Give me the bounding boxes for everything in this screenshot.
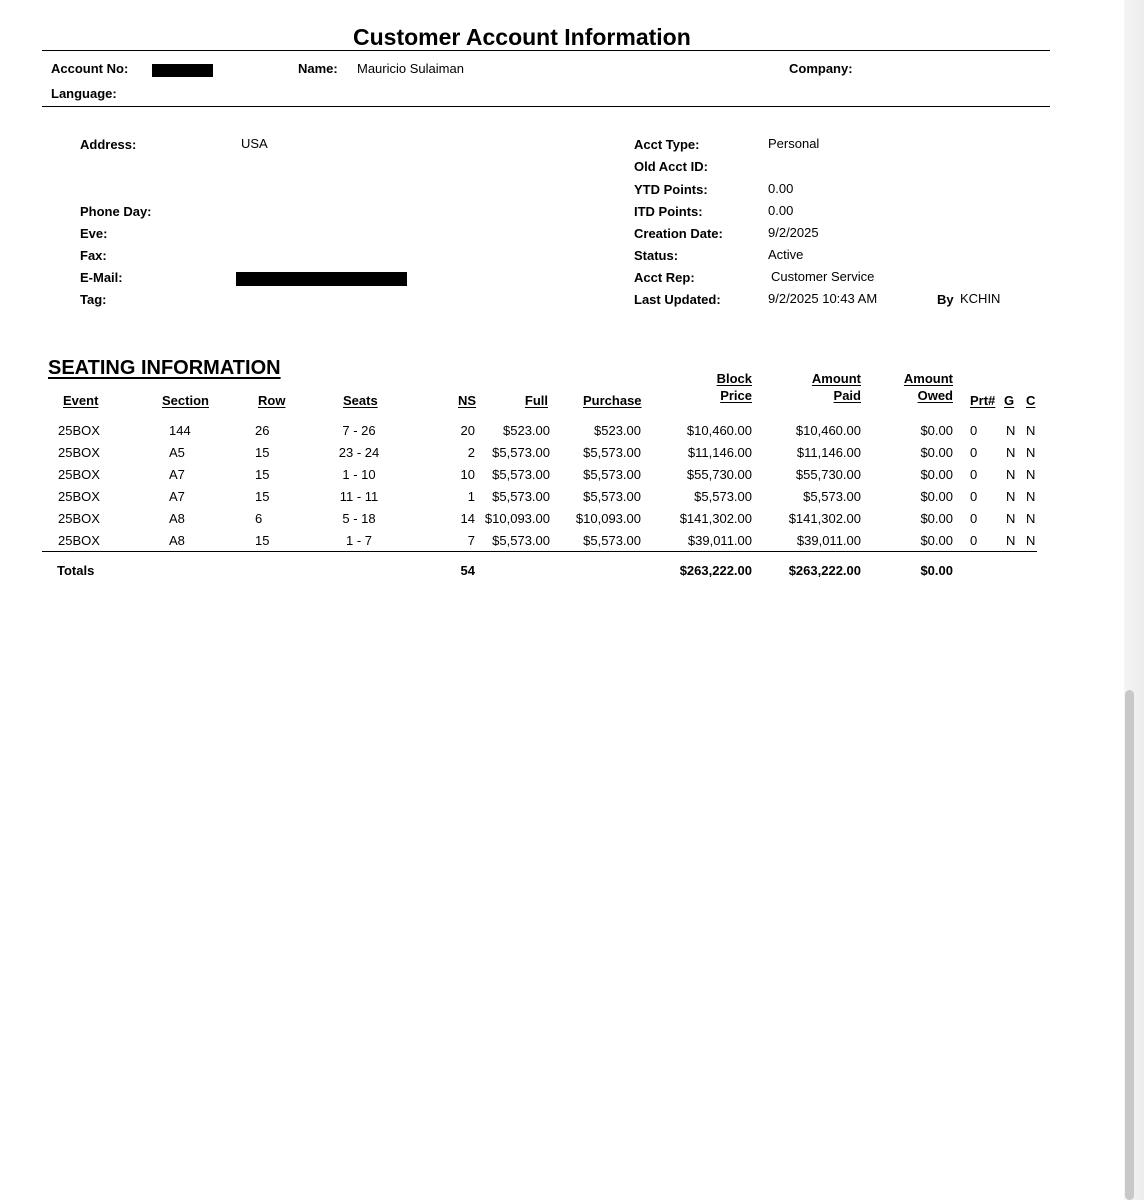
cell-amount-owed: $0.00 <box>920 423 953 438</box>
cell-c: N <box>1026 467 1036 482</box>
cell-section: A8 <box>169 533 185 548</box>
cell-full: $5,573.00 <box>492 489 550 504</box>
totals-amount-owed: $0.00 <box>920 563 953 578</box>
cell-row: 15 <box>255 445 270 460</box>
cell-g: N <box>1006 511 1016 526</box>
header-divider <box>42 106 1050 107</box>
page-title: Customer Account Information <box>353 24 691 50</box>
cell-seats: 7 - 26 <box>342 423 376 438</box>
cell-g: N <box>1006 489 1016 504</box>
cell-prt: 0 <box>970 489 978 504</box>
cell-prt: 0 <box>970 445 978 460</box>
cell-row: 6 <box>255 511 263 526</box>
cell-block-price: $141,302.00 <box>679 511 752 526</box>
cell-c: N <box>1026 533 1036 548</box>
header-amount-owed-line1: Amount <box>903 371 953 386</box>
company-label: Company: <box>789 61 853 76</box>
cell-block-price: $55,730.00 <box>686 467 752 482</box>
cell-ns: 20 <box>460 423 475 438</box>
acct-rep-value: Customer Service <box>771 269 875 284</box>
cell-row: 15 <box>255 467 270 482</box>
account-no-redacted <box>152 64 213 77</box>
old-acct-id-label: Old Acct ID: <box>634 159 708 174</box>
cell-section: A8 <box>169 511 185 526</box>
email-label: E-Mail: <box>80 270 123 285</box>
header-row: Row <box>258 393 286 408</box>
cell-ns: 1 <box>467 489 475 504</box>
cell-c: N <box>1026 489 1036 504</box>
cell-c: N <box>1026 445 1036 460</box>
cell-purchase: $5,573.00 <box>583 533 641 548</box>
cell-amount-paid: $39,011.00 <box>796 533 861 548</box>
email-redacted <box>236 272 407 286</box>
cell-row: 15 <box>255 489 270 504</box>
header-ns: NS <box>458 393 477 408</box>
cell-event: 25BOX <box>58 511 100 526</box>
last-updated-label: Last Updated: <box>634 292 721 307</box>
cell-g: N <box>1006 445 1016 460</box>
cell-event: 25BOX <box>58 489 100 504</box>
cell-purchase: $10,093.00 <box>575 511 641 526</box>
cell-g: N <box>1006 423 1016 438</box>
cell-seats: 23 - 24 <box>338 445 380 460</box>
cell-block-price: $11,146.00 <box>687 445 752 460</box>
cell-prt: 0 <box>970 511 978 526</box>
status-value: Active <box>768 247 804 262</box>
cell-prt: 0 <box>970 423 978 438</box>
cell-purchase: $5,573.00 <box>583 467 641 482</box>
status-label: Status: <box>634 248 679 263</box>
cell-purchase: $523.00 <box>594 423 641 438</box>
eve-label: Eve: <box>80 226 108 241</box>
cell-amount-owed: $0.00 <box>920 511 953 526</box>
header-purchase: Purchase <box>583 393 642 408</box>
cell-section: 144 <box>169 423 191 438</box>
cell-block-price: $39,011.00 <box>687 533 752 548</box>
header-full: Full <box>524 393 548 408</box>
address-label: Address: <box>80 137 137 152</box>
cell-amount-paid: $55,730.00 <box>795 467 861 482</box>
cell-block-price: $5,573.00 <box>694 489 752 504</box>
creation-date-label: Creation Date: <box>634 226 723 241</box>
name-value: Mauricio Sulaiman <box>357 61 464 76</box>
cell-amount-paid: $5,573.00 <box>803 489 861 504</box>
cell-event: 25BOX <box>58 423 100 438</box>
account-no-label: Account No: <box>51 61 129 76</box>
totals-amount-paid: $263,222.00 <box>788 563 861 578</box>
acct-type-label: Acct Type: <box>634 137 700 152</box>
cell-seats: 11 - 11 <box>339 489 379 504</box>
cell-g: N <box>1006 467 1016 482</box>
tag-label: Tag: <box>80 292 107 307</box>
cell-amount-paid: $10,460.00 <box>795 423 861 438</box>
last-updated-value: 9/2/2025 10:43 AM <box>768 291 878 306</box>
ytd-points-label: YTD Points: <box>634 182 708 197</box>
cell-ns: 10 <box>460 467 475 482</box>
cell-amount-owed: $0.00 <box>920 533 953 548</box>
fax-label: Fax: <box>80 248 107 263</box>
cell-full: $10,093.00 <box>484 511 550 526</box>
cell-full: $523.00 <box>503 423 550 438</box>
totals-divider <box>42 551 1037 552</box>
cell-event: 25BOX <box>58 445 100 460</box>
cell-prt: 0 <box>970 533 978 548</box>
seating-section-title: SEATING INFORMATION <box>48 357 281 379</box>
itd-points-value: 0.00 <box>768 203 794 218</box>
cell-ns: 14 <box>460 511 475 526</box>
totals-label: Totals <box>57 563 95 578</box>
cell-amount-owed: $0.00 <box>920 489 953 504</box>
cell-amount-owed: $0.00 <box>920 445 953 460</box>
cell-full: $5,573.00 <box>492 533 550 548</box>
ytd-points-value: 0.00 <box>768 181 794 196</box>
cell-amount-paid: $141,302.00 <box>788 511 861 526</box>
cell-seats: 1 - 7 <box>345 533 372 548</box>
cell-block-price: $10,460.00 <box>686 423 752 438</box>
cell-seats: 1 - 10 <box>342 467 376 482</box>
totals-block-price: $263,222.00 <box>679 563 752 578</box>
by-value: KCHIN <box>960 291 1001 306</box>
cell-section: A7 <box>169 467 185 482</box>
language-label: Language: <box>51 86 117 101</box>
cell-c: N <box>1026 511 1036 526</box>
header-amount-owed-line2: Owed <box>917 388 953 403</box>
itd-points-label: ITD Points: <box>634 204 703 219</box>
cell-event: 25BOX <box>58 467 100 482</box>
cell-ns: 7 <box>467 533 475 548</box>
cell-section: A5 <box>169 445 185 460</box>
cell-row: 26 <box>255 423 270 438</box>
cell-full: $5,573.00 <box>492 467 550 482</box>
header-g: G <box>1004 393 1015 408</box>
header-event: Event <box>63 393 99 408</box>
acct-type-value: Personal <box>768 136 820 151</box>
acct-rep-label: Acct Rep: <box>634 270 695 285</box>
cell-seats: 5 - 18 <box>342 511 376 526</box>
cell-purchase: $5,573.00 <box>583 489 641 504</box>
cell-g: N <box>1006 533 1016 548</box>
header-amount-paid-line1: Amount <box>811 371 861 386</box>
name-label: Name: <box>298 61 338 76</box>
cell-prt: 0 <box>970 467 978 482</box>
vertical-scrollbar[interactable] <box>1125 690 1134 1200</box>
header-block-price-line1: Block <box>716 371 752 386</box>
cell-row: 15 <box>255 533 270 548</box>
phone-day-label: Phone Day: <box>80 204 152 219</box>
header-c: C <box>1026 393 1036 408</box>
by-label: By <box>937 292 954 307</box>
header-section: Section <box>162 393 209 408</box>
cell-section: A7 <box>169 489 185 504</box>
cell-c: N <box>1026 423 1036 438</box>
cell-amount-owed: $0.00 <box>920 467 953 482</box>
address-value: USA <box>241 136 268 151</box>
header-prt: Prt# <box>970 393 996 408</box>
header-block-price-line2: Price <box>720 388 752 403</box>
cell-amount-paid: $11,146.00 <box>796 445 861 460</box>
cell-purchase: $5,573.00 <box>583 445 641 460</box>
title-divider <box>42 50 1050 51</box>
totals-ns: 54 <box>460 563 475 578</box>
cell-ns: 2 <box>467 445 475 460</box>
cell-event: 25BOX <box>58 533 100 548</box>
creation-date-value: 9/2/2025 <box>768 225 819 240</box>
cell-full: $5,573.00 <box>492 445 550 460</box>
header-amount-paid-line2: Paid <box>833 388 861 403</box>
header-seats: Seats <box>343 393 378 408</box>
